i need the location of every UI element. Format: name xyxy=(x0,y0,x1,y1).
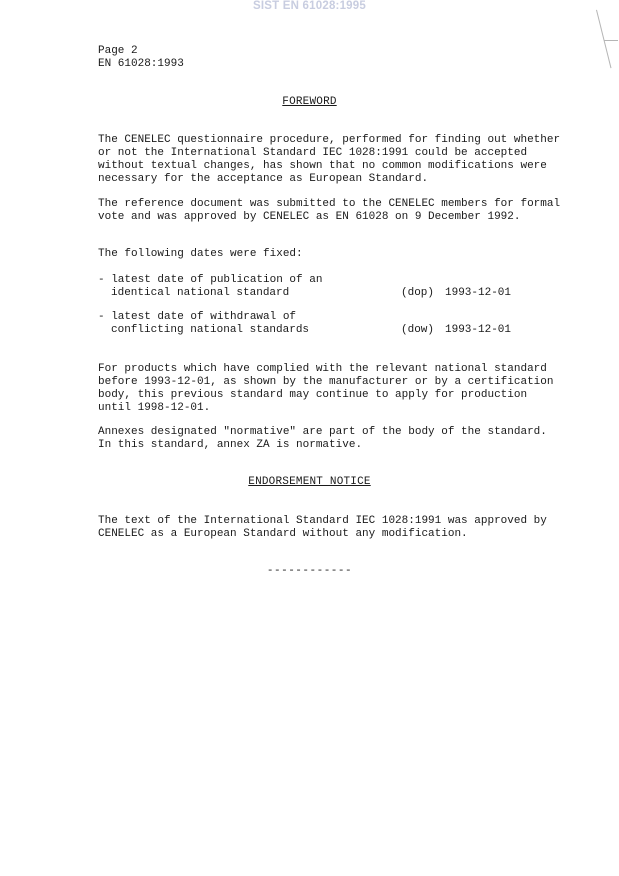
date-item-code: (dow) xyxy=(401,324,435,336)
end-rule: ------------ xyxy=(266,565,353,577)
foreword-paragraph-1: The CENELEC questionnaire procedure, performed for finding out whether or not the International Standard IEC 1028:1991 could be accepted without textual changes, has shown that no common modifications were necessary for the acceptance as European Standard. xyxy=(98,134,561,185)
date-item-label: conflicting national standards xyxy=(111,324,310,336)
foreword-heading: FOREWORD xyxy=(282,96,337,108)
endorsement-paragraph: The text of the International Standard IEC 1028:1991 was approved by CENELEC as a European Standard without any modification. xyxy=(98,515,547,540)
date-item-label: identical national standard xyxy=(111,287,290,299)
document-id: EN 61028:1993 xyxy=(98,58,184,70)
date-item-code: (dop) xyxy=(401,287,435,299)
date-item-date: 1993-12-01 xyxy=(445,324,512,336)
date-item-label: - latest date of withdrawal of xyxy=(98,311,297,323)
watermark: SIST EN 61028:1995 xyxy=(253,0,366,12)
scan-artifact xyxy=(604,40,618,41)
page-number: Page 2 xyxy=(98,45,138,57)
foreword-paragraph-4: Annexes designated "normative" are part of the body of the standard. In this standard, annex ZA is normative. xyxy=(98,426,547,451)
foreword-paragraph-3: For products which have complied with the relevant national standard before 1993-12-01, as shown by the manufacturer or by a certification body, this previous standard may continue to apply for production until 1998-12-01. xyxy=(98,363,554,414)
page-header xyxy=(98,45,184,71)
foreword-paragraph-2: The reference document was submitted to the CENELEC members for formal vote and was approved by CENELEC as EN 61028 on 9 December 1992. xyxy=(98,198,561,223)
dates-intro: The following dates were fixed: xyxy=(98,248,303,260)
endorsement-heading: ENDORSEMENT NOTICE xyxy=(248,476,371,488)
scan-artifact xyxy=(596,10,611,68)
date-item-date: 1993-12-01 xyxy=(445,287,512,299)
date-item-label: - latest date of publication of an xyxy=(98,274,323,286)
